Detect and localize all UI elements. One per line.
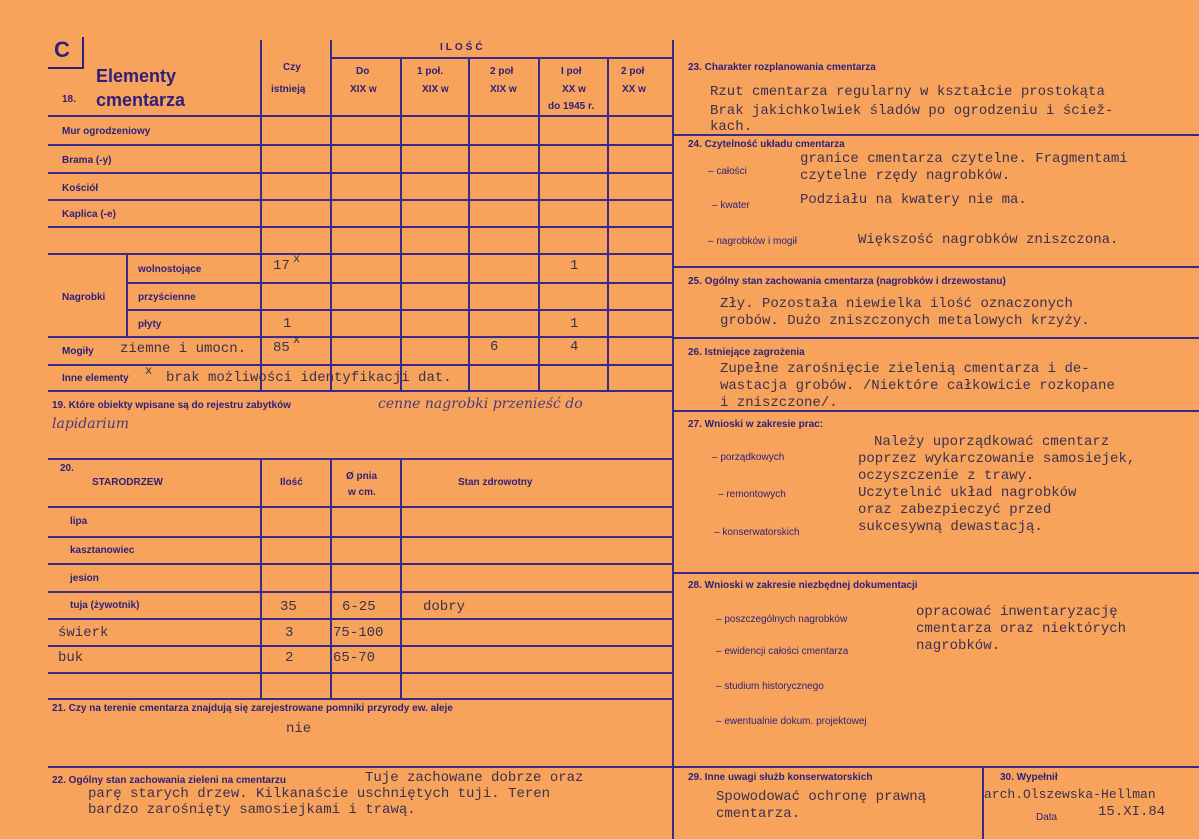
sec25-line-1: Zły. Pozostała niewielka ilość oznaczonych — [720, 296, 1073, 312]
tree-stan: dobry — [423, 599, 466, 615]
tree-ilosc: 2 — [285, 650, 294, 666]
col-p4: 2 poł — [621, 66, 645, 77]
sec23-label: 23. Charakter rozplanowania cmentarza — [688, 62, 876, 73]
row-line — [48, 563, 672, 565]
col-line — [982, 766, 984, 839]
row-nagrobki: Nagrobki — [62, 292, 106, 303]
sec28-d-label: – ewentualnie dokum. projektowej — [716, 716, 867, 727]
col-p3: I poł — [561, 66, 582, 77]
row-line — [48, 618, 672, 620]
row-line — [48, 672, 672, 674]
sec20-stan: Stan zdrowotny — [458, 477, 533, 488]
sec28-b-label: – ewidencji całości cmentarza — [716, 646, 849, 657]
plyty-p3: 1 — [570, 316, 579, 332]
tree-name: tuja (żywotnik) — [70, 600, 140, 611]
col-line — [330, 458, 332, 698]
sec27-b-label: – remontowych — [718, 489, 786, 500]
sec27-line-6: sukcesywną dewastacją. — [858, 519, 1043, 535]
sec28-label: 28. Wnioski w zakresie niezbędnej dokumentacji — [688, 580, 918, 591]
sec19-label: 19. Które obiekty wpisane są do rejestru zabytków — [52, 400, 291, 411]
mogily-p3: 4 — [570, 339, 579, 355]
sec23-line-3: kach. — [710, 119, 753, 135]
col-line — [538, 58, 540, 390]
inne-value: brak możliwości identyfikacji dat. — [166, 370, 452, 386]
mogily-czy: 85 — [273, 340, 290, 356]
sec22-line-3: bardzo zarośnięty samosiejkami i trawą. — [88, 802, 416, 818]
wolno-czy: 17 — [273, 258, 290, 274]
col-line — [126, 253, 128, 337]
sec28-c-label: – studium historycznego — [716, 681, 824, 692]
row-line — [48, 115, 672, 117]
sec28-a-label: – poszczególnych nagrobków — [716, 614, 848, 625]
wolno-p3: 1 — [570, 258, 579, 274]
card-letter-stamp: C — [48, 37, 84, 69]
row-line — [48, 226, 672, 228]
sec30-date: 15.XI.84 — [1098, 804, 1166, 820]
row-mogily: Mogiły — [62, 346, 94, 357]
row-line — [48, 172, 672, 174]
row-line — [48, 536, 672, 538]
row-line — [48, 364, 672, 366]
sec22-label: 22. Ogólny stan zachowania zieleni na cmentarzu — [52, 775, 286, 786]
tree-name: lipa — [70, 516, 88, 527]
sec21-value: nie — [286, 721, 312, 737]
col-istnieje: istnieją — [271, 84, 306, 95]
sec18-title-2: cmentarza — [96, 90, 186, 110]
sec28-line-1: opracować inwentaryzację — [916, 604, 1118, 620]
sec20-pnia-2: w cm. — [348, 487, 376, 498]
row-line — [672, 337, 1199, 339]
sec23-line-1: Rzut cmentarza regularny w kształcie prostokąta — [710, 84, 1105, 100]
sec29-line-1: Spowodować ochronę prawną — [716, 789, 927, 805]
sec27-c-label: – konserwatorskich — [714, 527, 800, 538]
sec29-line-2: cmentarza. — [716, 806, 801, 822]
sec24-a-line-1: granice cmentarza czytelne. Fragmentami — [800, 151, 1128, 167]
sec24-b-label: – kwater — [712, 200, 750, 211]
sec27-a-label: – porządkowych — [712, 452, 785, 463]
row-line — [48, 144, 672, 146]
row-line — [48, 199, 672, 201]
tree-ilosc: 35 — [280, 599, 297, 615]
tree-pien: 65-70 — [333, 650, 376, 666]
col-line — [260, 458, 262, 698]
sec24-a-label: – całości — [708, 166, 747, 177]
row-line — [126, 309, 672, 311]
center-divider — [672, 40, 674, 839]
tree-name: buk — [58, 650, 84, 666]
sec27-line-2: poprzez wykarczowanie samosiejek, — [858, 451, 1136, 467]
row-plyty: płyty — [138, 319, 162, 330]
sec21-label: 21. Czy na terenie cmentarza znajdują się zarejestrowane pomniki przyrody ew. aleje — [52, 703, 453, 714]
row-wolno: wolnostojące — [138, 264, 202, 275]
col-line — [607, 58, 609, 390]
sec24-a-line-2: czytelne rzędy nagrobków. — [800, 168, 1011, 184]
tree-name: świerk — [58, 625, 109, 641]
sec30-label: 30. Wypełnił — [1000, 772, 1058, 783]
col-p1-b: XIX w — [422, 84, 449, 95]
sec24-b-line-1: Podziału na kwatery nie ma. — [800, 192, 1027, 208]
sec28-line-2: cmentarza oraz niektórych — [916, 621, 1127, 637]
col-ilosc: ILOŚĆ — [440, 42, 486, 53]
sec26-line-1: Zupełne zarośnięcie zielenią cmentarza i de- — [720, 361, 1090, 377]
row-line — [672, 572, 1199, 574]
row-line — [48, 645, 672, 647]
sec22-line-1: Tuje zachowane dobrze oraz — [365, 770, 584, 786]
tree-pien: 75-100 — [333, 625, 384, 641]
col-p2: 2 poł — [490, 66, 514, 77]
sec18-number: 18. — [62, 94, 76, 105]
row-przysc: przyścienne — [138, 292, 196, 303]
col-p1: 1 poł. — [417, 66, 444, 77]
sec20-number: 20. — [60, 463, 74, 474]
sec30-name: arch.Olszewska-Hellman — [984, 787, 1156, 802]
col-line — [400, 58, 402, 390]
tree-name: jesion — [70, 573, 99, 584]
sec20-ilosc: Ilość — [280, 477, 303, 488]
row-line — [48, 458, 672, 460]
sec25-label: 25. Ogólny stan zachowania cmentarza (nagrobków i drzewostanu) — [688, 276, 1006, 287]
col-do: Do — [356, 66, 370, 77]
sec19-handwriting-1: cenne nagrobki przenieść do — [378, 396, 583, 412]
sec20-pnia-1: Ø pnia — [346, 471, 378, 482]
sec24-c-line-1: Większość nagrobków zniszczona. — [858, 232, 1119, 248]
row-line — [48, 253, 672, 255]
row-line — [48, 506, 672, 508]
plyty-czy: 1 — [283, 316, 292, 332]
sec27-line-1: Należy uporządkować cmentarz — [874, 434, 1110, 450]
row-line — [48, 766, 1199, 768]
mogily-x-mark: x — [293, 333, 301, 347]
col-line — [468, 58, 470, 390]
col-do-b: XIX w — [350, 84, 377, 95]
sec18-title-1: Elementy — [96, 66, 177, 86]
mogily-value: ziemne i umocn. — [120, 341, 247, 357]
col-p2-b: XIX w — [490, 84, 517, 95]
sec26-line-3: i zniszczone/. — [720, 395, 838, 411]
tree-pien: 6-25 — [342, 599, 376, 615]
row-line — [48, 390, 672, 392]
sec26-line-2: wastacja grobów. /Niektóre całkowicie rozkopane — [720, 378, 1115, 394]
row-mur: Mur ogrodzeniowy — [62, 126, 151, 137]
tree-ilosc: 3 — [285, 625, 294, 641]
mogily-p2: 6 — [490, 339, 499, 355]
col-line — [400, 458, 402, 698]
row-kaplica: Kaplica (-e) — [62, 209, 116, 220]
row-inne: Inne elementy — [62, 373, 129, 384]
sec24-c-label: – nagrobków i mogił — [708, 236, 797, 247]
sec22-line-2: parę starych drzew. Kilkanaście uschniętych tuji. Teren — [88, 786, 551, 802]
col-p3-c: do 1945 r. — [548, 101, 595, 112]
sec26-label: 26. Istniejące zagrożenia — [688, 347, 805, 358]
row-line — [672, 266, 1199, 268]
col-p3-b: XX w — [562, 84, 586, 95]
sec27-line-5: oraz zabezpieczyć przed — [858, 502, 1052, 518]
tree-name: kasztanowiec — [70, 545, 135, 556]
row-line — [48, 698, 672, 700]
sec23-line-2: Brak jakichkolwiek śladów po ogrodzeniu i ściež- — [710, 103, 1114, 119]
row-line — [330, 57, 672, 59]
sec25-line-2: grobów. Dużo zniszczonych metalowych krzyży. — [720, 313, 1090, 329]
sec27-label: 27. Wnioski w zakresie prac: — [688, 419, 824, 430]
row-line — [48, 591, 672, 593]
row-line — [126, 282, 672, 284]
sec29-label: 29. Inne uwagi służb konserwatorskich — [688, 772, 873, 783]
sec24-label: 24. Czytelność układu cmentarza — [688, 139, 845, 150]
sec20-title: STARODRZEW — [92, 477, 163, 488]
sec30-date-label: Data — [1036, 812, 1058, 823]
wolno-x-mark: x — [293, 252, 301, 266]
row-line — [48, 336, 672, 338]
col-p4-b: XX w — [622, 84, 646, 95]
inne-x-mark: x — [145, 364, 153, 378]
col-czy: Czy — [283, 62, 301, 73]
row-kosciol: Kościół — [62, 183, 99, 194]
sec19-handwriting-2: lapidarium — [52, 416, 130, 432]
sec27-line-4: Uczytelnić układ nagrobków — [858, 485, 1077, 501]
sec28-line-3: nagrobków. — [916, 638, 1001, 654]
row-brama: Brama (-y) — [62, 155, 112, 166]
sec27-line-3: oczyszczenie z trawy. — [858, 468, 1035, 484]
